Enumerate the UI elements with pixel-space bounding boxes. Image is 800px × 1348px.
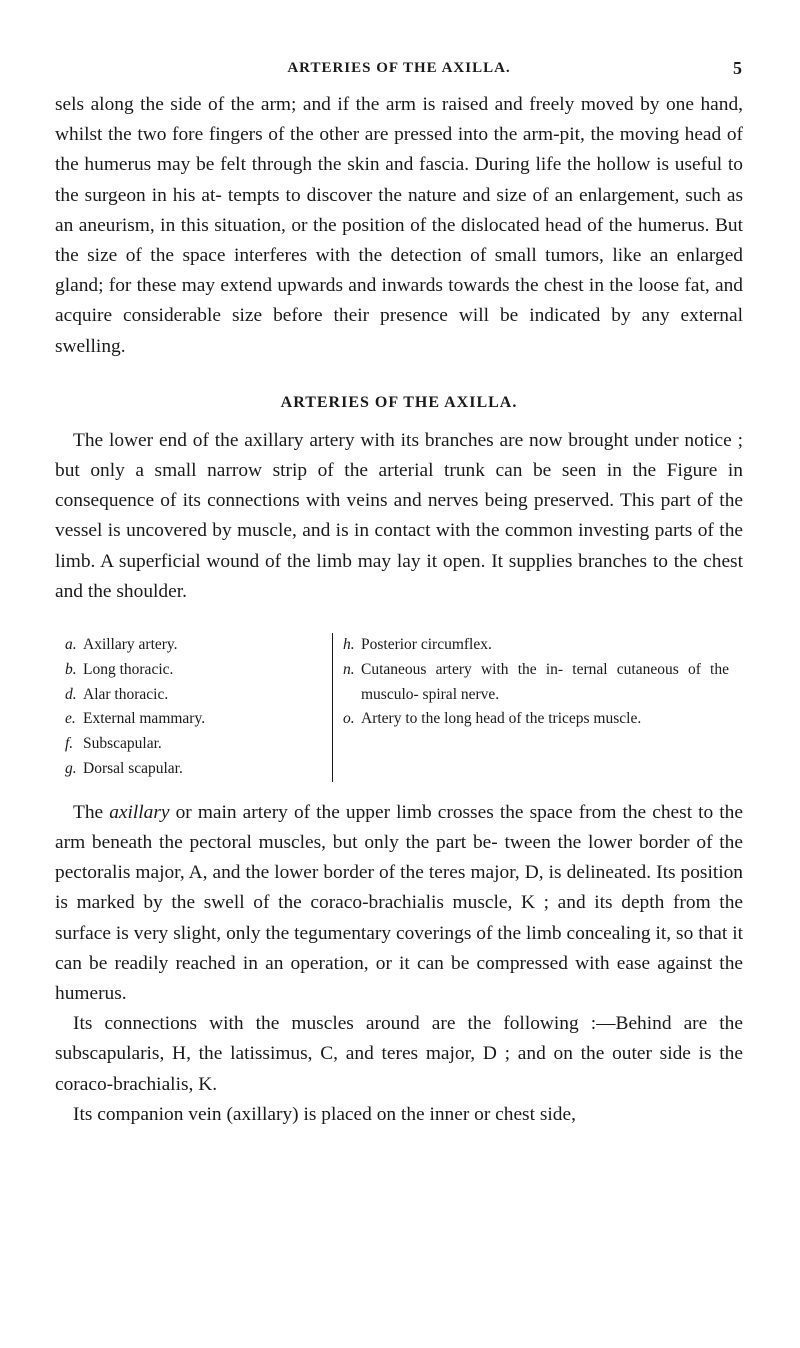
legend-item: [65, 707, 332, 732]
legend-letter: g.: [65, 760, 77, 778]
legend-item: [343, 633, 729, 658]
legend-text: Axillary artery.: [83, 636, 178, 654]
section-heading: ARTERIES OF THE AXILLA.: [280, 393, 518, 411]
book-page: [55, 0, 743, 1130]
legend-item: [65, 757, 332, 782]
legend-letter: d.: [65, 685, 77, 703]
legend-item: [343, 658, 729, 708]
paragraph-rest: or main artery of the upper limb crosses the space from the chest to the arm beneath the pectoral muscles, but only the part be- tween the lower border of the pectoralis major, A, and the lower border of the teres major, D, is delineated. Its position is marked by the swell of the coraco-brachialis muscle, K ; and its depth from the surface is very slight, only the tegumentary coverings of the limb concealing it, so that it can be readily reached in an operation, or it can be compressed with ease against the humerus.: [55, 801, 743, 1005]
legend-text: Dorsal scapular.: [83, 760, 183, 778]
figure-legend: [55, 633, 743, 782]
legend-letter: f.: [65, 735, 74, 753]
legend-item: [65, 732, 332, 757]
legend-letter: b.: [65, 660, 77, 678]
legend-letter: o.: [343, 710, 355, 728]
legend-letter: e.: [65, 710, 76, 728]
legend-item: [65, 633, 332, 658]
legend-text: Alar thoracic.: [83, 685, 169, 703]
legend-text: External mammary.: [83, 710, 206, 728]
paragraph-axillary-course: [55, 798, 743, 1009]
legend-text: Cutaneous artery with the in- ternal cutaneous of the musculo- spiral nerve.: [361, 660, 729, 703]
paragraph-axillary-artery-intro: The lower end of the axillary artery with its branches are now brought under notice ; but only a small narrow strip of the arterial trunk can be seen in the Figure in consequence of its connections with veins and nerves being preserved. This part of the vessel is uncovered by muscle, and is in contact with the common investing parts of the limb. A superficial wound of the limb may lay it open. It supplies branches to the chest and the shoulder.: [55, 429, 743, 602]
paragraph-emphasis: axillary: [109, 801, 170, 823]
legend-letter: a.: [65, 636, 77, 654]
running-head: [55, 60, 743, 90]
legend-item: [65, 658, 332, 683]
legend-text: Subscapular.: [83, 735, 162, 753]
legend-letter: n.: [343, 660, 355, 678]
paragraph-connections: Its connections with the muscles around are the following :—Behind are the subscapularis, H, the latissimus, C, and teres major, D ; and on the outer side is the coraco-brachialis, K.: [55, 1013, 743, 1095]
legend-column-left: [55, 633, 332, 782]
legend-text: Artery to the long head of the triceps muscle.: [361, 710, 642, 728]
legend-item: [343, 707, 729, 732]
legend-text: Posterior circumflex.: [361, 636, 492, 654]
paragraph-companion-vein: Its companion vein (axillary) is placed on the inner or chest side,: [73, 1103, 576, 1125]
legend-column-right: [332, 633, 743, 782]
page-number: 5: [733, 58, 743, 78]
paragraph-lead: The: [73, 801, 110, 823]
legend-item: [65, 683, 332, 708]
legend-letter: h.: [343, 636, 355, 654]
paragraph-axilla-hollow: sels along the side of the arm; and if the arm is raised and freely moved by one hand, whilst the two fore fingers of the other are pressed into the arm-pit, the moving head of the humerus may be felt through the skin and fascia. During life the hollow is useful to the surgeon in his at- tempts to discover the nature and size of an enlargement, such as an aneurism, in this situation, or the position of the dislocated head of the humerus. But the size of the space interferes with the detection of small tumors, like an enlarged gland; for these may extend upwards and inwards towards the chest in the loose fat, and acquire considerable size before their presence will be indicated by any external swelling.: [55, 94, 743, 357]
running-head-title: ARTERIES OF THE AXILLA.: [287, 60, 511, 76]
legend-text: Long thoracic.: [83, 660, 174, 678]
